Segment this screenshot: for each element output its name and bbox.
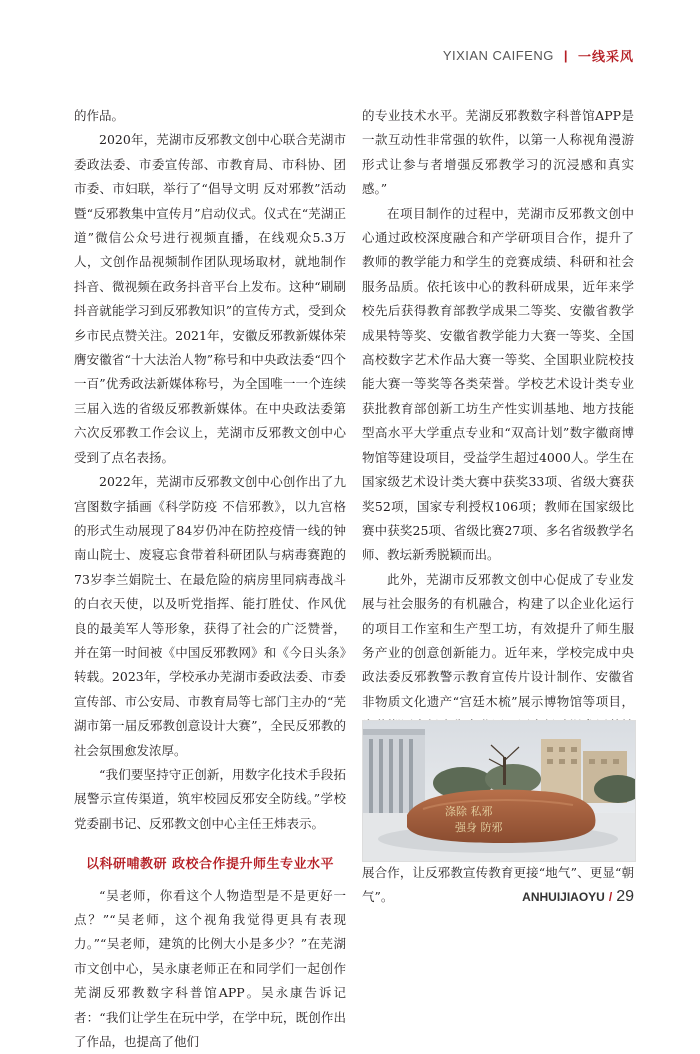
campus-photo <box>362 720 636 862</box>
paragraph: “吴老师，你看这个人物造型是不是更好一点？”“吴老师，这个视角我觉得更具有表现力。”“吴老师，建筑的比例大小是多少？”在芜湖市文创中心，吴永康老师正在和同学们一起创作芜湖反邪教数字科普馆APP。吴永康告诉记者：“我们让学生在玩中学，在学中玩，既创作出了作品，也提高了他们 <box>74 887 346 1050</box>
header-separator: | <box>563 48 568 63</box>
header-section: 一线采风 <box>577 49 634 64</box>
paragraph: 的专业技术水平。芜湖反邪教数字科普馆APP是一款互动性非常强的软件，以第一人称视角漫游形式让参与者增强反邪教学习的沉浸感和真实感。” <box>362 108 634 197</box>
paragraph: 的作品。 <box>74 108 125 123</box>
campus-stone-image <box>363 721 635 861</box>
page-number: 29 <box>616 888 634 905</box>
footer-separator: / <box>608 890 613 904</box>
left-column <box>74 104 346 1054</box>
stone-inscription-1: 涤除 私邪 <box>445 805 493 818</box>
paragraph: 展合作，让反邪教宣传教育更接“地气”、更显“朝气”。 <box>362 864 634 904</box>
paragraph: “我们要坚持守正创新，用数字化技术手段拓展警示宣传渠道，筑牢校园反邪安全防线。”学校党委副书记、反邪教文创中心主任王炜表示。 <box>74 766 346 831</box>
paragraph: 2022年，芜湖市反邪教文创中心创作出了九宫图数字插画《科学防疫 不信邪教》，以九宫格的形式生动展现了84岁仍冲在防控疫情一线的钟南山院士、废寝忘食带着科研团队与病毒赛跑的73岁李兰娟院士、在最危险的病房里同病毒战斗的白衣天使，以及听党指挥、能打胜仗、作风优良的最美军人等形象，获得了社会的广泛赞誉，并在第一时间被《中国反邪教网》和《今日头条》转载。2023年，学校承办芜湖市委政法委、市委宣传部、市公安局、市教育局等七部门主办的“芜湖市第一届反邪教创意设计大赛”，全民反邪教的社会氛围愈发浓厚。 <box>74 474 346 758</box>
paragraph: 此外，芜湖市反邪教文创中心促成了专业发展与社会服务的有机融合，构建了以企业化运行的项目工作室和生产型工坊，有效提升了师生服务产业的创意创新能力。近年来，学校完成中央政法委反邪教警示教育宣传片设计制作、安徽省非物质文化遗产“宫廷木梳”展示博物馆等项目， <box>362 571 634 709</box>
page-footer <box>522 888 634 906</box>
paragraph: 2020年，芜湖市反邪教文创中心联合芜湖市委政法委、市委宣传部、市教育局、市科协、团市委、市妇联，举行了“倡导文明 反对邪教”活动暨“反邪教集中宣传月”启动仪式。仪式在“芜湖正道”微信公众号进行视频直播，在线观众5.3万人，文创作品视频制作团队现场取材，就地制作抖音、微视频在政务抖音平台上发布。这种“刷刷抖音就能学习到反邪教知识”的宣传方式，受到众乡市民点赞关注。2021年，安徽反邪教新媒体荣膺安徽省“十大法治人物”称号和中央政法委“四个一百”优秀政法新媒体称号，为全国唯一一个连续三届入选的省级反邪教新媒体。在中央政法委第六次反邪教工作会议上，芜湖市反邪教文创中心受到了点名表扬。 <box>74 132 346 465</box>
stone-inscription-2: 强身 防邪 <box>455 821 503 834</box>
header-kicker: YIXIAN CAIFENG <box>442 48 554 63</box>
section-subhead: 以科研哺教研 政校合作提升师生专业水平 <box>85 857 335 873</box>
footer-magazine: ANHUIJIAOYU <box>522 890 605 904</box>
running-header <box>443 46 634 65</box>
paragraph: 在项目制作的过程中，芜湖市反邪教文创中心通过政校深度融合和产学研项目合作，提升了教师的教学能力和学生的竞赛成绩、科研和社会服务品质。依托该中心的教科研成果，近年来学校先后获得教育部教学成果二等奖、安徽省教学成果特等奖、安徽省教学能力大赛一等奖、全国高校数字艺术作品大赛一等奖、全国职业院校技能大赛一等奖等各类荣誉。学校艺术设计类专业获批教育部创新工坊生产性实训基地、地方技能型高水平大学重点专业和“双高计划”数字徽商博物馆等建设项目，受益学生超过4000人。学生在国家级艺术设计类大赛中获奖33项、省级大赛获奖52项，国家专利授权106项；教师在国家级比赛中获奖25项、省级比赛27项、多名省级教学名师、教坛新秀脱颖而出。 <box>362 205 634 563</box>
